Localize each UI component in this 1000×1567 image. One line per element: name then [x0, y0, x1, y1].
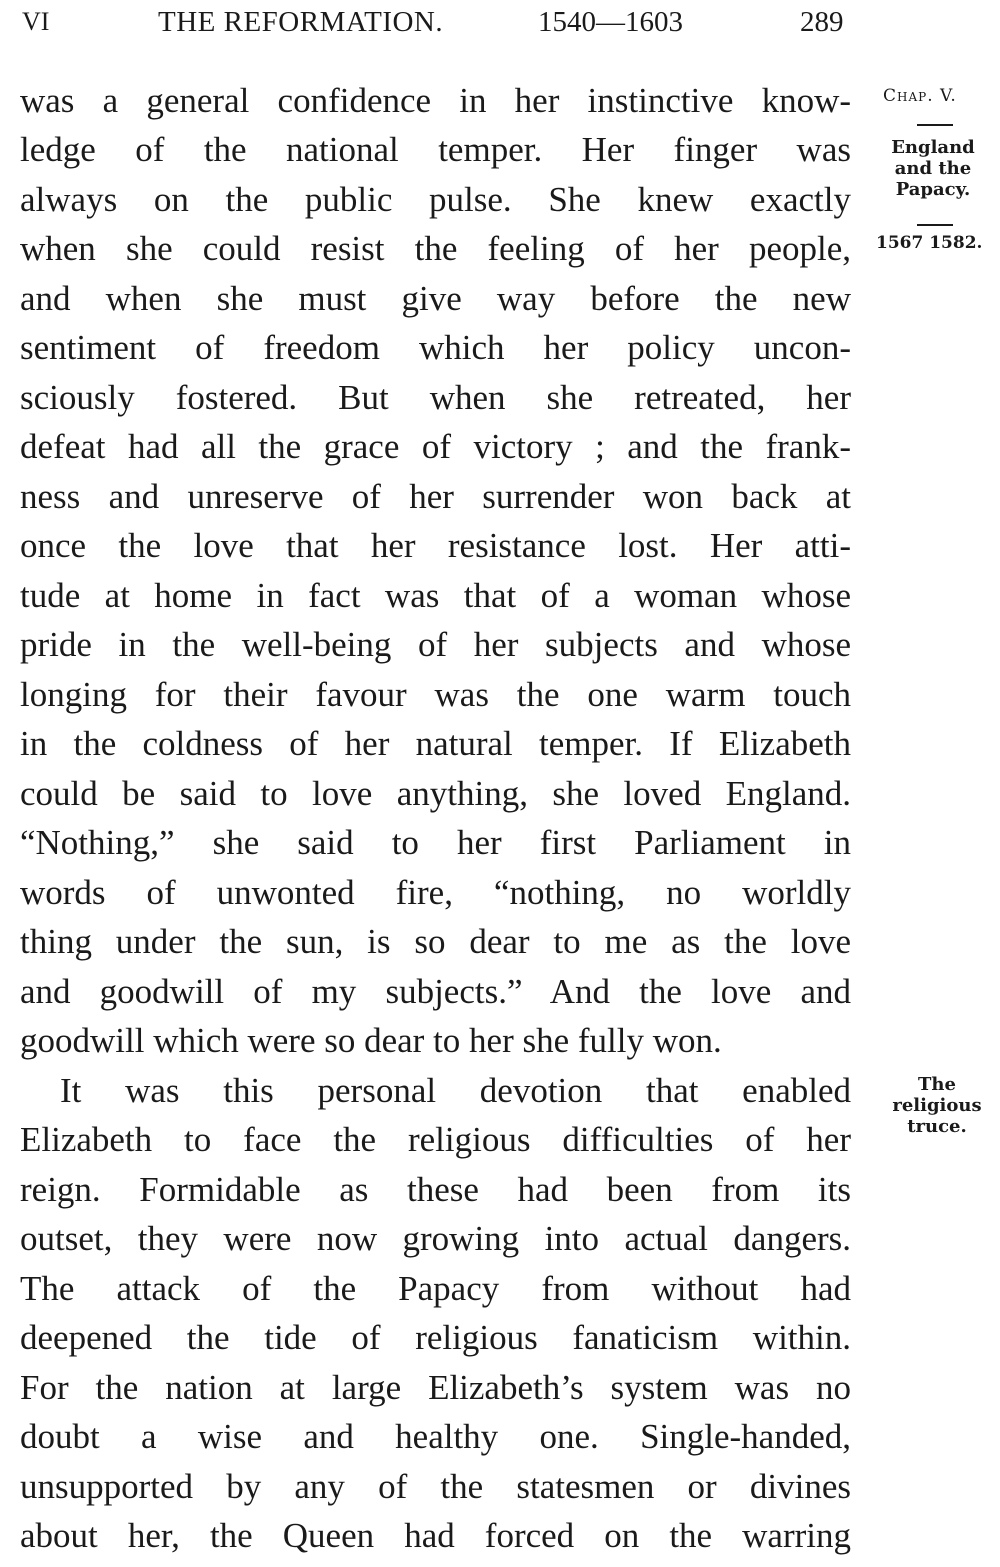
margin-rule: [917, 124, 953, 126]
text-line: was a general confidence in her instinctive know-: [20, 81, 851, 120]
margin-rule: [917, 224, 953, 226]
text-line: outset, they were now growing into actual dangers.: [20, 1219, 851, 1258]
text-line: sentiment of freedom which her policy uncon-: [20, 328, 851, 367]
running-title: THE REFORMATION.: [158, 6, 444, 38]
text-line: doubt a wise and healthy one. Single-handed,: [20, 1417, 851, 1456]
text-line: about her, the Queen had forced on the warring: [20, 1516, 851, 1555]
text-line: For the nation at large Elizabeth’s system was no: [20, 1368, 851, 1407]
text-line: in the coldness of her natural temper. If Elizabeth: [20, 724, 851, 763]
truce-note: [880, 1074, 994, 1137]
text-line: and when she must give way before the new: [20, 279, 851, 318]
text-line: The attack of the Papacy from without had: [20, 1269, 851, 1308]
text-line: unsupported by any of the statesmen or divines: [20, 1467, 851, 1506]
page-number: 289: [800, 6, 844, 38]
topic-note: [876, 137, 990, 200]
chapter-note: Chap. V.: [883, 86, 957, 106]
truce-note-line: religious: [892, 1095, 982, 1116]
text-line: reign. Formidable as these had been from its: [20, 1170, 851, 1209]
running-dates: 1540—1603: [538, 6, 683, 38]
text-line: Elizabeth to face the religious difficulties of her: [20, 1120, 851, 1159]
truce-note-line: The: [918, 1074, 956, 1095]
text-line: deepened the tide of religious fanaticism within.: [20, 1318, 851, 1357]
text-line: defeat had all the grace of victory ; and the frank-: [20, 427, 851, 466]
topic-note-line: and the: [894, 158, 972, 179]
text-line: could be said to love anything, she loved England.: [20, 774, 851, 813]
text-line: ness and unreserve of her surrender won back at: [20, 477, 851, 516]
dates-note: 1567 1582.: [876, 233, 983, 253]
text-line: longing for their favour was the one warm touch: [20, 675, 851, 714]
text-line: always on the public pulse. She knew exactly: [20, 180, 851, 219]
text-line: and goodwill of my subjects.” And the love and: [20, 972, 851, 1011]
topic-note-line: England: [891, 137, 975, 158]
section-number: VI: [22, 7, 50, 36]
text-line: It was this personal devotion that enabled: [60, 1071, 851, 1110]
text-line: once the love that her resistance lost. Her atti-: [20, 526, 851, 565]
text-line: when she could resist the feeling of her people,: [20, 229, 851, 268]
truce-note-line: truce.: [907, 1116, 967, 1137]
text-line: sciously fostered. But when she retreated, her: [20, 378, 851, 417]
text-line: ledge of the national temper. Her finger was: [20, 130, 851, 169]
text-line: thing under the sun, is so dear to me as the love: [20, 922, 851, 961]
text-line: tude at home in fact was that of a woman whose: [20, 576, 851, 615]
topic-note-line: Papacy.: [895, 179, 971, 200]
text-line: goodwill which were so dear to her she fully won.: [20, 1021, 722, 1060]
text-line: “Nothing,” she said to her first Parliament in: [20, 823, 851, 862]
text-line: words of unwonted fire, “nothing, no worldly: [20, 873, 851, 912]
text-line: pride in the well-being of her subjects and whose: [20, 625, 851, 664]
